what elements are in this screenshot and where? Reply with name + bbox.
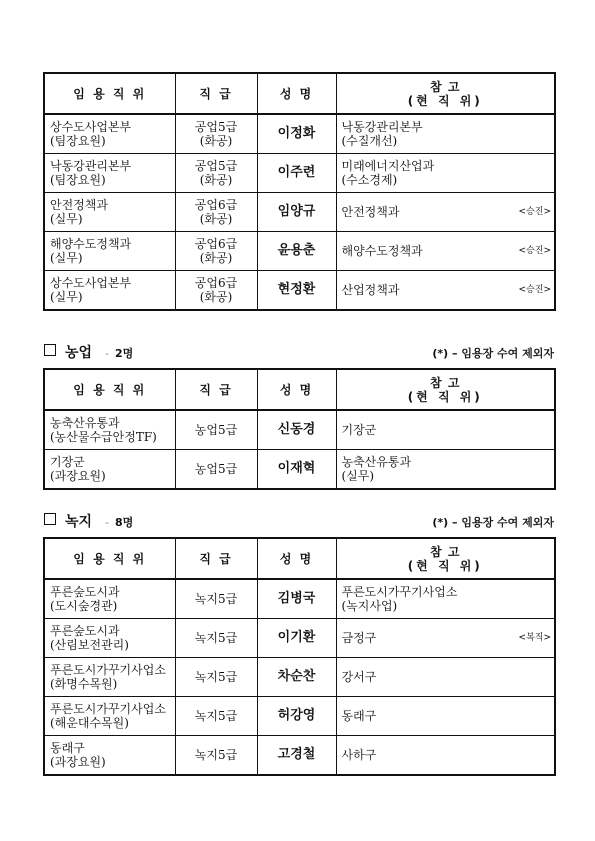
table-row (44, 114, 555, 154)
table-row (44, 619, 555, 658)
status-badge: <승진> (518, 207, 551, 217)
table-row (44, 697, 555, 736)
header-reference (336, 369, 555, 410)
cell-reference (336, 579, 555, 619)
cell-grade (175, 619, 257, 658)
cell-grade (175, 658, 257, 697)
reference-line: (수질개선) (341, 134, 398, 148)
section-dash: - (105, 347, 109, 360)
reference-line: 사하구 (341, 748, 377, 762)
cell-position (44, 410, 175, 450)
cell-grade (175, 579, 257, 619)
table-row (44, 658, 555, 697)
table-row (44, 410, 555, 450)
header-position: 임 용 직 위 (44, 538, 175, 579)
position-line: (실무) (50, 212, 83, 226)
reference-line: 농축산유통과 (341, 455, 412, 469)
position-line: 해양수도정책과 (50, 237, 132, 251)
table-row (44, 271, 555, 311)
position-line: 동래구 (50, 741, 85, 755)
position-line: 푸른숲도시과 (50, 624, 120, 638)
table-body (44, 114, 555, 310)
appointment-table-1 (43, 72, 556, 311)
position-line: (농산물수급안정TF) (50, 430, 157, 444)
header-reference-sub: (현 직 위) (407, 558, 483, 573)
header-reference (336, 73, 555, 114)
position-line: 안전정책과 (50, 198, 108, 212)
table-row (44, 736, 555, 776)
header-grade: 직 급 (175, 538, 257, 579)
position-line: 낙동강관리본부 (50, 159, 132, 173)
header-name: 성 명 (257, 73, 336, 114)
grade-line: 녹지5급 (194, 670, 238, 684)
section-dash: - (105, 516, 109, 529)
cell-position (44, 619, 175, 658)
section-note: (*) – 임용장 수여 제외자 (432, 516, 554, 529)
cell-grade (175, 232, 257, 271)
grade-line: 공업5급 (194, 159, 238, 173)
section-count (105, 514, 133, 530)
position-line: 푸른도시가꾸기사업소 (50, 702, 166, 716)
cell-position (44, 271, 175, 311)
cell-reference (336, 450, 555, 490)
cell-name: 이기환 (257, 619, 336, 658)
reference-line: 안전정책과 (341, 205, 400, 219)
cell-position (44, 658, 175, 697)
cell-name: 차순찬 (257, 658, 336, 697)
grade-line: (화공) (199, 173, 233, 187)
reference-line: (수소경제) (341, 173, 398, 187)
header-reference-main: 참 고 (430, 375, 461, 390)
cell-reference (336, 697, 555, 736)
reference-line: (실무) (341, 469, 375, 483)
appointment-table-3 (43, 537, 556, 776)
grade-line: 농업5급 (194, 462, 238, 476)
cell-position (44, 193, 175, 232)
table-body (44, 579, 555, 775)
table-row (44, 579, 555, 619)
grade-line: 녹지5급 (194, 709, 238, 723)
position-line: 농축산유통과 (50, 416, 120, 430)
cell-grade (175, 697, 257, 736)
cell-grade (175, 114, 257, 154)
grade-line: 공업6급 (194, 237, 238, 251)
cell-grade (175, 193, 257, 232)
cell-name: 허강영 (257, 697, 336, 736)
section-header-agriculture (43, 342, 554, 360)
cell-position (44, 232, 175, 271)
cell-grade (175, 736, 257, 776)
cell-position (44, 579, 175, 619)
grade-line: (화공) (199, 134, 233, 148)
cell-reference (336, 619, 555, 658)
status-badge: <복직> (518, 633, 551, 643)
position-line: (팀장요원) (50, 134, 106, 148)
cell-reference (336, 154, 555, 193)
position-line: 푸른숲도시과 (50, 585, 120, 599)
header-reference-main: 참 고 (430, 544, 461, 559)
header-position: 임 용 직 위 (44, 73, 175, 114)
cell-name: 김병국 (257, 579, 336, 619)
grade-line: 공업5급 (194, 120, 238, 134)
cell-name: 임양규 (257, 193, 336, 232)
table-row (44, 193, 555, 232)
cell-name: 이주련 (257, 154, 336, 193)
position-line: 상수도사업본부 (50, 120, 132, 134)
table-row (44, 450, 555, 490)
cell-reference (336, 114, 555, 154)
position-line: (산림보전관리) (50, 638, 129, 652)
reference-line: 산업정책과 (341, 283, 400, 297)
section-count-value: 8명 (114, 516, 134, 529)
table-row (44, 154, 555, 193)
header-grade: 직 급 (175, 369, 257, 410)
reference-line: 낙동강관리본부 (341, 120, 423, 134)
grade-line: 공업6급 (194, 198, 238, 212)
grade-line: (화공) (199, 212, 233, 226)
cell-reference (336, 193, 555, 232)
grade-line: 녹지5급 (194, 592, 238, 606)
cell-reference (336, 410, 555, 450)
header-reference-sub: (현 직 위) (407, 389, 483, 404)
cell-name: 윤용춘 (257, 232, 336, 271)
cell-grade (175, 154, 257, 193)
cell-reference (336, 232, 555, 271)
position-line: (실무) (50, 251, 83, 265)
cell-name: 신동경 (257, 410, 336, 450)
status-badge: <승진> (518, 246, 551, 256)
section-count-value: 2명 (114, 347, 134, 360)
position-line: (해운대수목원) (50, 716, 129, 730)
cell-position (44, 697, 175, 736)
header-name: 성 명 (257, 538, 336, 579)
position-line: (실무) (50, 290, 83, 304)
position-line: (팀장요원) (50, 173, 106, 187)
cell-grade (175, 410, 257, 450)
section-title: 농업 (65, 345, 93, 361)
section-title: 녹지 (65, 514, 93, 530)
checkbox-icon (44, 513, 56, 525)
cell-reference (336, 271, 555, 311)
appointment-table-2 (43, 368, 556, 490)
grade-line: (화공) (199, 290, 233, 304)
header-reference (336, 538, 555, 579)
header-name: 성 명 (257, 369, 336, 410)
table-row (44, 232, 555, 271)
cell-position (44, 736, 175, 776)
checkbox-icon (44, 344, 56, 356)
section-header-green (43, 511, 554, 529)
grade-line: 녹지5급 (194, 631, 238, 645)
reference-line: 해양수도정책과 (341, 244, 423, 258)
reference-line: 기장군 (341, 423, 377, 437)
cell-grade (175, 271, 257, 311)
position-line: (도시숲경관) (50, 599, 118, 613)
header-reference-main: 참 고 (430, 79, 461, 94)
grade-line: 공업6급 (194, 276, 238, 290)
header-grade: 직 급 (175, 73, 257, 114)
grade-line: 녹지5급 (194, 748, 238, 762)
cell-name: 이재혁 (257, 450, 336, 490)
reference-line: 강서구 (341, 670, 377, 684)
cell-position (44, 114, 175, 154)
cell-position (44, 154, 175, 193)
cell-grade (175, 450, 257, 490)
section-count (105, 345, 133, 361)
reference-line: 푸른도시가꾸기사업소 (341, 585, 458, 599)
header-reference-sub: (현 직 위) (407, 93, 483, 108)
reference-line: (녹지사업) (341, 599, 398, 613)
grade-line: 농업5급 (194, 423, 238, 437)
grade-line: (화공) (199, 251, 233, 265)
table-body (44, 410, 555, 489)
cell-position (44, 450, 175, 490)
cell-name: 이정화 (257, 114, 336, 154)
section-note: (*) – 임용장 수여 제외자 (432, 347, 554, 360)
header-position: 임 용 직 위 (44, 369, 175, 410)
status-badge: <승진> (518, 285, 551, 295)
position-line: (과장요원) (50, 755, 106, 769)
position-line: (화명수목원) (50, 677, 118, 691)
position-line: 푸른도시가꾸기사업소 (50, 663, 166, 677)
position-line: 상수도사업본부 (50, 276, 132, 290)
reference-line: 동래구 (341, 709, 377, 723)
reference-line: 미래에너지산업과 (341, 159, 435, 173)
cell-name: 현정환 (257, 271, 336, 311)
position-line: (과장요원) (50, 469, 106, 483)
cell-name: 고경철 (257, 736, 336, 776)
cell-reference (336, 658, 555, 697)
cell-reference (336, 736, 555, 776)
reference-line: 금정구 (341, 631, 377, 645)
position-line: 기장군 (50, 455, 85, 469)
